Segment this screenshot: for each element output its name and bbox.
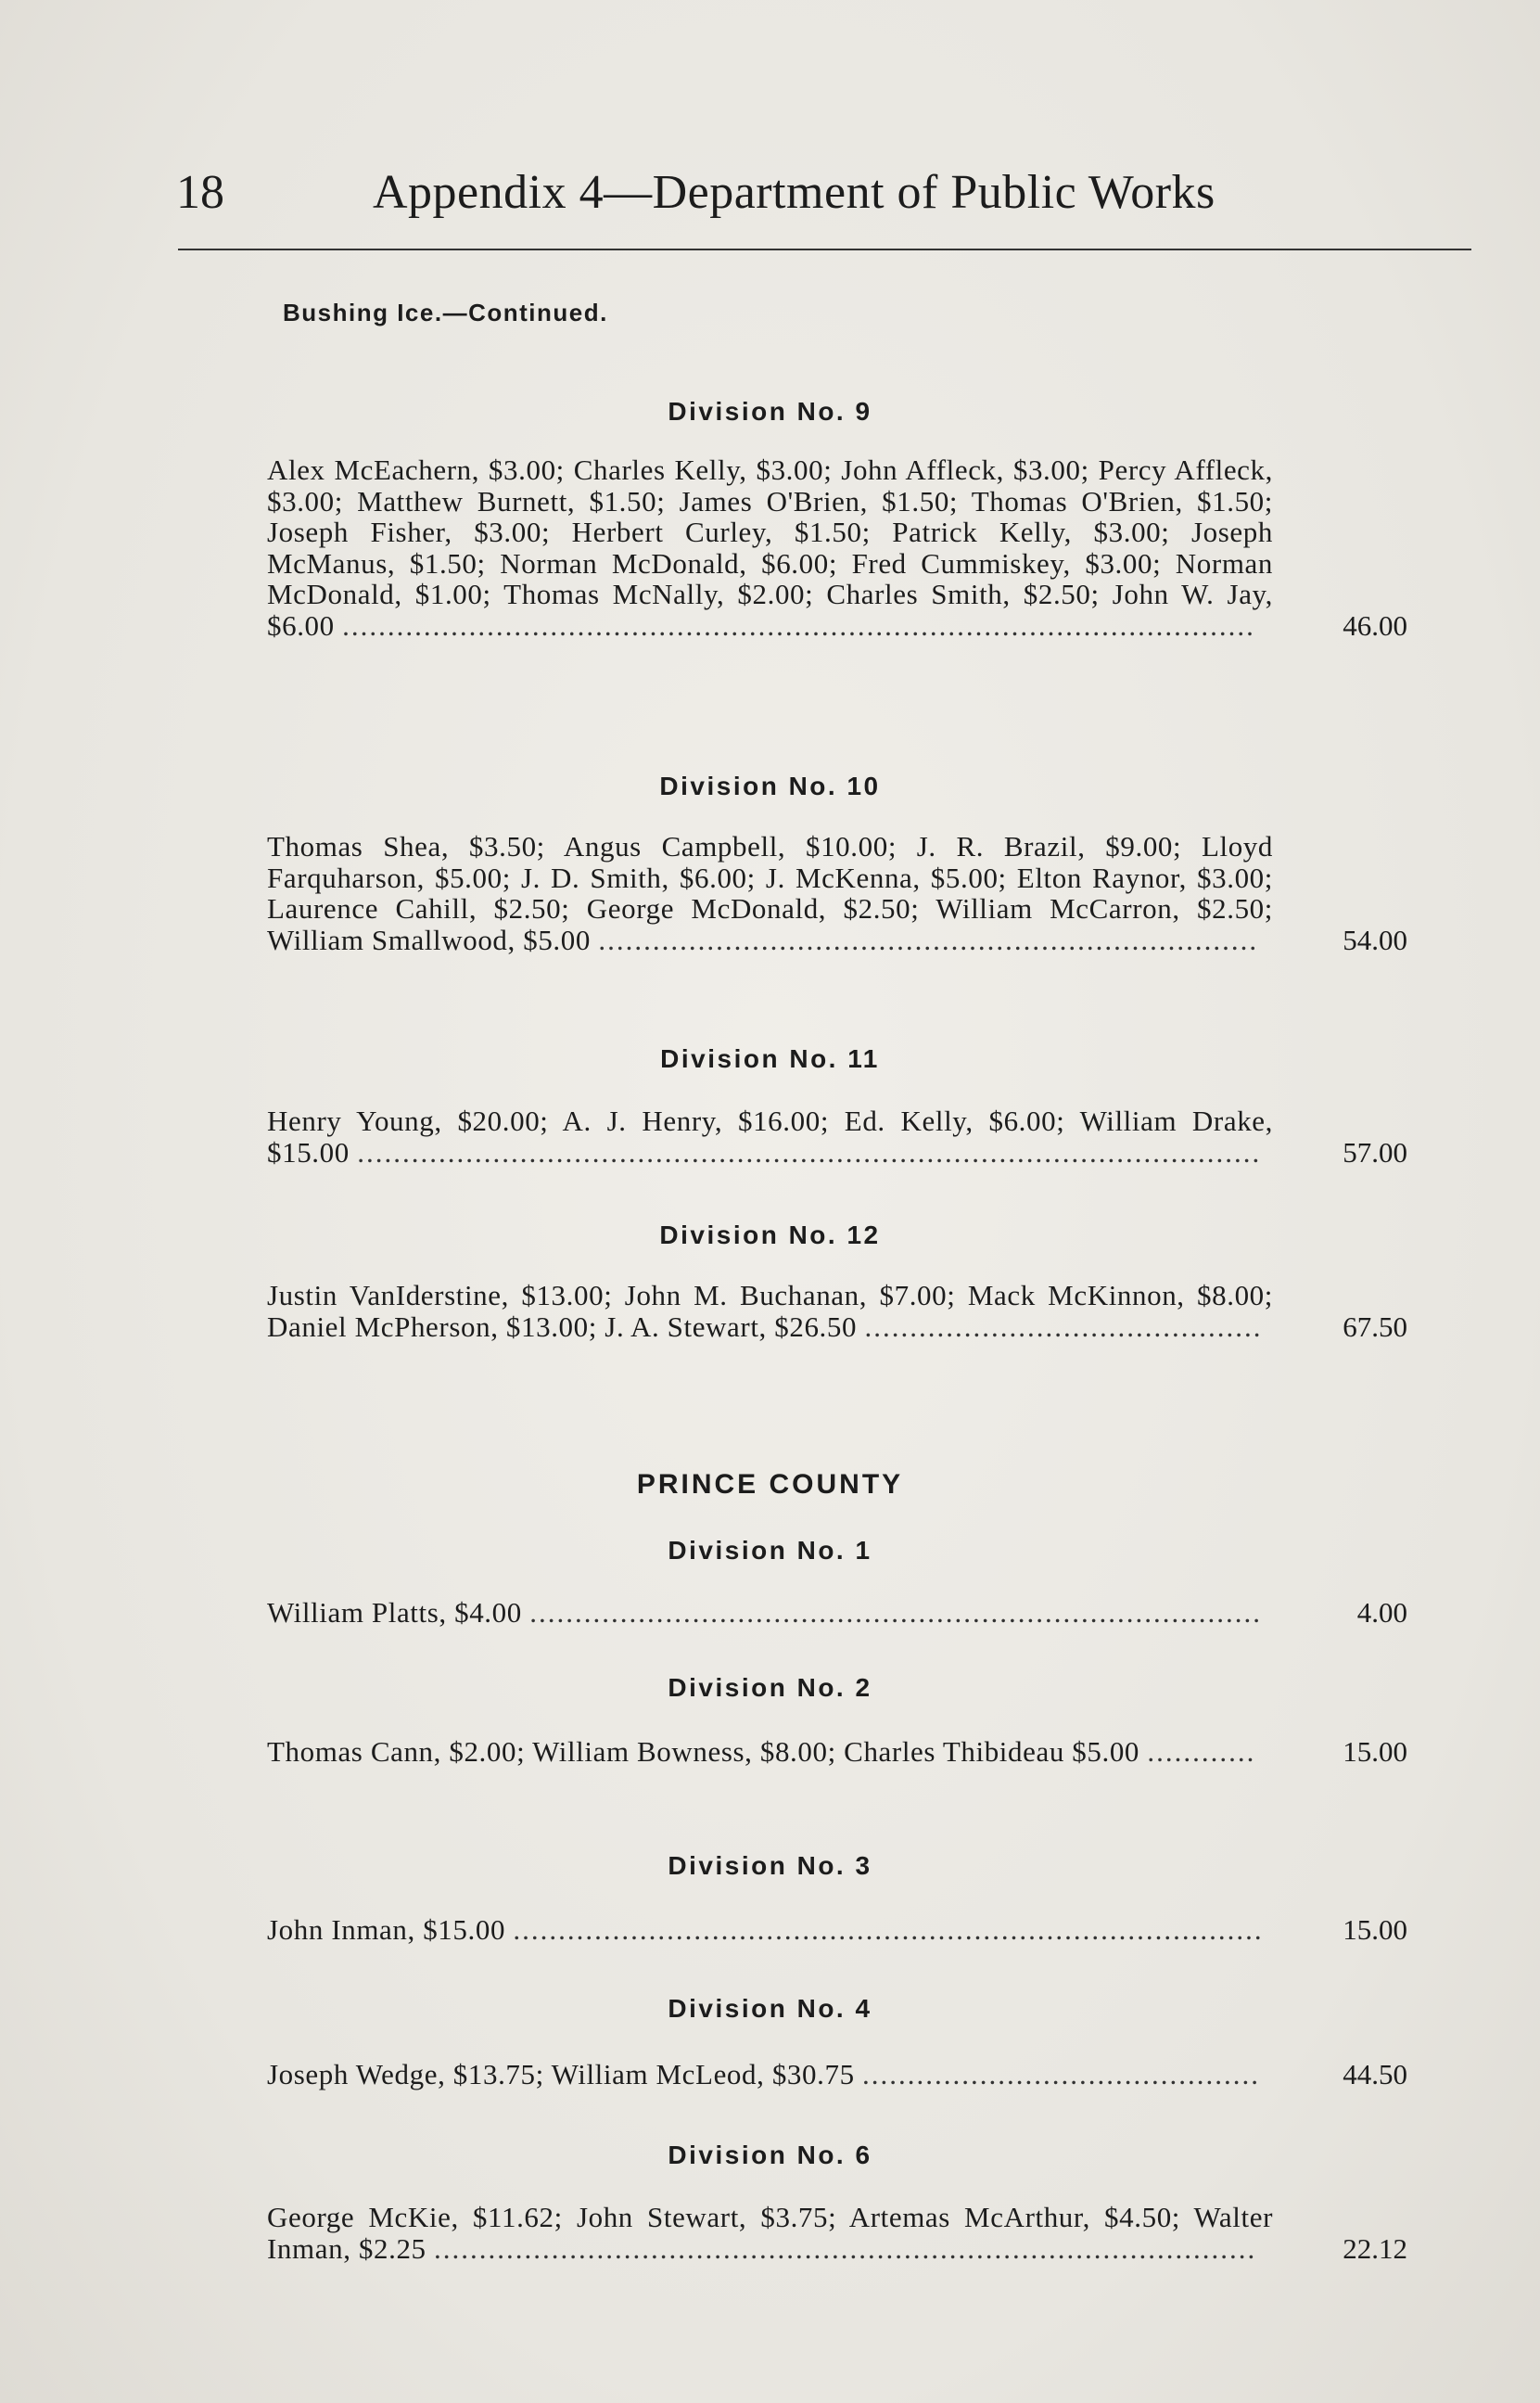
entry-amount: 54.00 (1343, 923, 1407, 956)
entry-text: Alex McEachern, $3.00; Charles Kelly, $3.00; John Affleck, $3.00; Percy Affleck, $3.00; Matthew Burnett, $1.50; James O'Brien, $1.50; Thomas O'Brien, $1.50; Joseph Fisher, $3.00; Herbert Curley, $1.50; Patrick Kelly, $3.00; Joseph McManus, $1.50; Norman McDonald, $6.00; Fred Cummiskey, $3.00; Norman McDonald, $1.00; Thomas McNally, $2.00; Charles Smith, $2.50; John W. Jay, $6.00 ..................................................................................................... (267, 454, 1273, 642)
header-rule (178, 249, 1471, 250)
dot-leaders: ............ (1147, 1735, 1256, 1768)
entry-text: George McKie, $11.62; John Stewart, $3.75; Artemas McArthur, $4.50; Walter Inman, $2.25 ........................................................................................... (267, 2201, 1273, 2265)
county-heading: PRINCE COUNTY (636, 1469, 904, 1500)
dot-leaders: ................................................................................. (529, 1596, 1262, 1629)
division-heading: Division No. 2 (668, 1673, 872, 1702)
division-entry (267, 454, 1407, 641)
division-entry (267, 1597, 1407, 1629)
division-entry (267, 1914, 1407, 1946)
division-heading: Division No. 11 (660, 1044, 880, 1073)
section-subheading: Bushing Ice.—Continued. (283, 299, 608, 326)
entry-amount: 44.50 (1343, 2058, 1407, 2090)
division-entry (267, 831, 1407, 955)
entry-text: Justin VanIderstine, $13.00; John M. Buchanan, $7.00; Mack McKinnon, $8.00; Daniel McPherson, $13.00; J. A. Stewart, $26.50 ............................................ (267, 1279, 1273, 1343)
entry-text: Joseph Wedge, $13.75; William McLeod, $30.75 ............................................ (267, 2058, 1261, 2090)
page-number: 18 (176, 166, 224, 219)
dot-leaders: ........................................................................................... (434, 2231, 1257, 2265)
entry-amount: 57.00 (1343, 1135, 1407, 1169)
dot-leaders: ..................................................................................................... (342, 608, 1255, 642)
division-heading: Division No. 6 (668, 2141, 872, 2169)
division-heading: Division No. 3 (668, 1851, 872, 1880)
entry-amount: 67.50 (1343, 1310, 1407, 1343)
entry-amount: 15.00 (1343, 1735, 1407, 1768)
dot-leaders: ............................................ (862, 2058, 1261, 2090)
division-heading: Division No. 10 (659, 772, 881, 800)
page-header (176, 165, 1474, 230)
dot-leaders: ............................................ (864, 1310, 1263, 1343)
division-entry (267, 1280, 1407, 1342)
division-heading: Division No. 9 (668, 397, 872, 426)
division-heading: Division No. 12 (659, 1221, 881, 1249)
entry-amount: 15.00 (1343, 1913, 1407, 1946)
entry-amount: 22.12 (1343, 2231, 1407, 2265)
entry-amount: 46.00 (1343, 608, 1407, 642)
entry-text: William Platts, $4.00 ................................................................................. (267, 1596, 1262, 1629)
entry-text: Thomas Cann, $2.00; William Bowness, $8.00; Charles Thibideau $5.00 ............ (267, 1735, 1256, 1768)
entry-text: Henry Young, $20.00; A. J. Henry, $16.00; Ed. Kelly, $6.00; William Drake, $15.00 .................................................................................................... (267, 1105, 1273, 1169)
dot-leaders: .................................................................................................... (357, 1135, 1262, 1169)
page-title: Appendix 4—Department of Public Works (373, 166, 1215, 219)
entry-text: John Inman, $15.00 ................................................................................... (267, 1913, 1264, 1946)
division-entry (267, 1736, 1407, 1768)
dot-leaders: ......................................................................... (598, 923, 1259, 956)
division-entry (267, 1106, 1407, 1168)
division-heading: Division No. 4 (668, 1994, 872, 2023)
entry-amount: 4.00 (1356, 1596, 1407, 1629)
dot-leaders: ................................................................................... (513, 1913, 1264, 1946)
division-heading: Division No. 1 (668, 1536, 872, 1565)
entry-text: Thomas Shea, $3.50; Angus Campbell, $10.00; J. R. Brazil, $9.00; Lloyd Farquharson, $5.00; J. D. Smith, $6.00; J. McKenna, $5.00; Elton Raynor, $3.00; Laurence Cahill, $2.50; George McDonald, $2.50; William McCarron, $2.50; William Smallwood, $5.00 ......................................................................... (267, 830, 1273, 956)
division-entry (267, 2059, 1407, 2090)
division-entry (267, 2202, 1407, 2264)
